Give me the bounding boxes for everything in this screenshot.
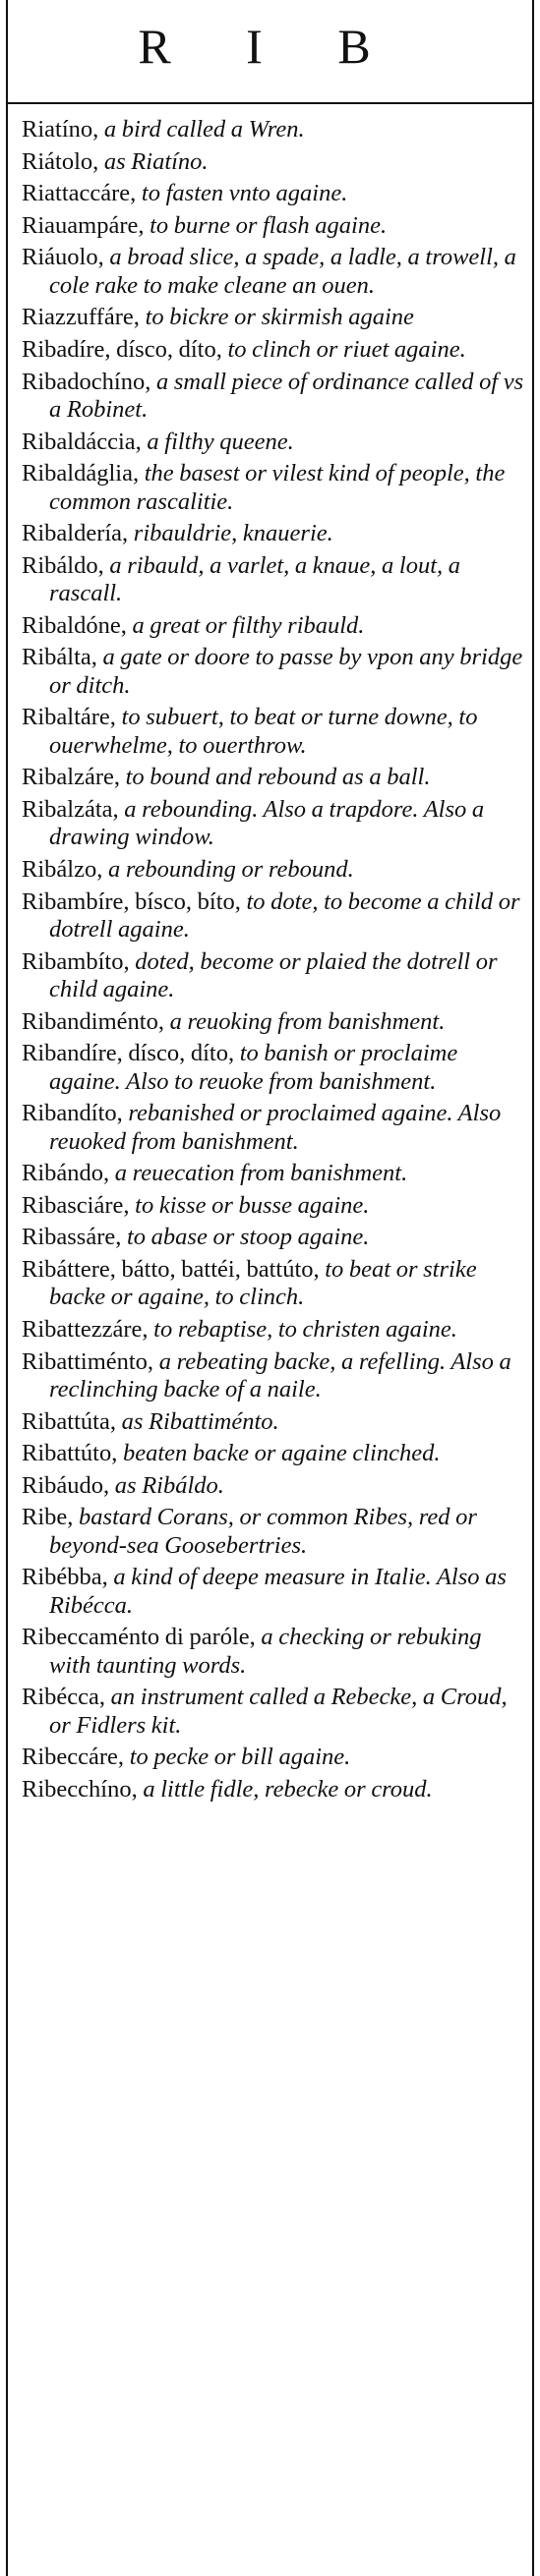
dictionary-entry: [22, 336, 525, 364]
dictionary-entry: [22, 212, 525, 240]
dictionary-entry: [22, 704, 525, 760]
dictionary-entry: [22, 1256, 525, 1312]
entry-definition: rebanished or proclaimed againe. Also reuoked from banishment.: [49, 1100, 502, 1155]
dictionary-entry: [22, 244, 525, 300]
entry-definition: a broad slice, a spade, a ladle, a trowell, a cole rake to make cleane an ouen.: [49, 244, 516, 299]
entry-headword: Ribálta,: [22, 644, 97, 671]
entry-definition: to bound and rebound as a ball.: [120, 764, 431, 791]
dictionary-entry: [22, 644, 525, 700]
entry-headword: Ribeccáre,: [22, 1744, 125, 1771]
entry-headword: Riauampáre,: [22, 211, 145, 239]
entry-headword: Ribandíre, dísco, díto,: [22, 1040, 235, 1067]
entry-list: [22, 116, 525, 1807]
entry-headword: Riattaccáre,: [22, 180, 137, 207]
dictionary-entry: [22, 888, 525, 945]
dictionary-entry: [22, 948, 525, 1004]
dictionary-entry: [22, 1160, 525, 1187]
dictionary-entry: [22, 1776, 525, 1803]
entry-headword: Ribaldáccia,: [22, 428, 142, 455]
entry-headword: Ribalzáta,: [22, 795, 119, 823]
entry-definition: to banish or proclaime againe. Also to reuoke from banishment.: [49, 1040, 458, 1095]
dictionary-entry: [22, 520, 525, 547]
entry-headword: Ribattúta,: [22, 1407, 116, 1435]
entry-headword: Ribáudo,: [22, 1471, 110, 1499]
entry-headword: Ribattiménto,: [22, 1347, 154, 1375]
entry-headword: Riáuolo,: [22, 244, 104, 271]
entry-definition: the basest or vilest kind of people, the common rascalitie.: [49, 460, 506, 515]
dictionary-entry: [22, 1008, 525, 1036]
entry-headword: Ribandiménto,: [22, 1007, 164, 1035]
entry-definition: to abase or stoop againe.: [121, 1224, 370, 1251]
entry-headword: Ribaldóne,: [22, 611, 127, 639]
entry-definition: to beat or strike backe or againe, to clinch.: [49, 1255, 477, 1311]
entry-definition: a gate or doore to passe by vpon any bridge or ditch.: [49, 644, 523, 699]
entry-definition: a little fidle, rebecke or croud.: [137, 1775, 433, 1803]
entry-headword: Ribadíre, dísco, díto,: [22, 335, 222, 363]
dictionary-entry: [22, 1224, 525, 1251]
dictionary-entry: [22, 429, 525, 456]
entry-definition: to bickre or skirmish againe: [139, 304, 414, 331]
dictionary-entry: [22, 1348, 525, 1404]
dictionary-entry: [22, 1192, 525, 1220]
entry-definition: beaten backe or againe clinched.: [117, 1440, 441, 1467]
entry-headword: Riátolo,: [22, 147, 99, 175]
entry-definition: a small piece of ordinance called of vs a Robinet.: [49, 368, 524, 423]
entry-definition: a rebounding. Also a trapdore. Also a drawing window.: [49, 795, 485, 851]
entry-definition: a kind of deepe measure in Italie. Also as Ribécca.: [49, 1564, 507, 1619]
entry-headword: Ribáttere, bátto, battéi, battúto,: [22, 1255, 320, 1283]
entry-definition: doted, become or plaied the dotrell or child againe.: [49, 947, 498, 1002]
entry-headword: Ribalzáre,: [22, 764, 120, 791]
entry-headword: Ribáldo,: [22, 551, 104, 579]
entry-headword: Ribambíre, bísco, bíto,: [22, 887, 241, 915]
entry-definition: a rebeating backe, a refelling. Also a reclinching backe of a naile.: [49, 1347, 511, 1402]
dictionary-entry: [22, 1684, 525, 1740]
dictionary-entry: [22, 180, 525, 207]
header-rule: [6, 102, 534, 104]
dictionary-entry: [22, 1440, 525, 1467]
dictionary-entry: [22, 304, 525, 331]
entry-headword: Riatíno,: [22, 116, 99, 143]
dictionary-entry: [22, 1408, 525, 1436]
entry-definition: as Ribattiménto.: [115, 1407, 279, 1435]
entry-headword: Ribaldería,: [22, 520, 129, 547]
entry-definition: to subuert, to beat or turne downe, to ouerwhelme, to ouerthrow.: [49, 704, 478, 759]
entry-headword: Ribaltáre,: [22, 704, 116, 731]
entry-headword: Ribeccaménto di paróle,: [22, 1624, 256, 1651]
entry-definition: a filthy queene.: [141, 428, 294, 455]
entry-definition: a rebounding or rebound.: [102, 855, 354, 883]
dictionary-entry: [22, 552, 525, 608]
entry-definition: a checking or rebuking with taunting words.: [49, 1624, 482, 1679]
entry-headword: Ribattezzáre,: [22, 1315, 149, 1343]
left-column-rule: [6, 0, 8, 2576]
entry-headword: Riazzuffáre,: [22, 304, 140, 331]
entry-definition: to dote, to become a child or dotrell againe.: [49, 887, 520, 943]
entry-headword: Ribattúto,: [22, 1440, 118, 1467]
entry-definition: a ribauld, a varlet, a knaue, a lout, a rascall.: [49, 551, 461, 607]
right-column-rule: [532, 0, 534, 2576]
entry-definition: a great or filthy ribauld.: [126, 611, 365, 639]
dictionary-entry: [22, 1564, 525, 1620]
entry-headword: Ribébba,: [22, 1564, 108, 1591]
dictionary-entry: [22, 612, 525, 640]
dictionary-entry: [22, 1316, 525, 1344]
entry-headword: Ribambíto,: [22, 947, 130, 975]
dictionary-entry: [22, 1624, 525, 1680]
dictionary-entry: [22, 148, 525, 176]
entry-headword: Ribe,: [22, 1504, 74, 1531]
entry-definition: as Riatíno.: [98, 147, 209, 175]
entry-definition: to clinch or riuet againe.: [221, 335, 466, 363]
entry-definition: as Ribáldo.: [109, 1471, 224, 1499]
dictionary-entry: [22, 460, 525, 516]
entry-headword: Ribandíto,: [22, 1100, 123, 1127]
entry-headword: Ribécca,: [22, 1684, 106, 1711]
entry-definition: a bird called a Wren.: [98, 116, 305, 143]
entry-headword: Ribálzo,: [22, 855, 103, 883]
entry-headword: Ribaldáglia,: [22, 460, 140, 487]
dictionary-entry: [22, 764, 525, 791]
dictionary-entry: [22, 1504, 525, 1560]
entry-headword: Ribándo,: [22, 1160, 110, 1187]
entry-definition: ribauldrie, knauerie.: [128, 520, 333, 547]
dictionary-entry: [22, 1472, 525, 1500]
entry-definition: to fasten vnto againe.: [136, 180, 348, 207]
dictionary-entry: [22, 369, 525, 425]
dictionary-entry: [22, 796, 525, 852]
entry-definition: to pecke or bill againe.: [124, 1744, 351, 1771]
dictionary-entry: [22, 1100, 525, 1156]
entry-headword: Ribasciáre,: [22, 1191, 130, 1219]
entry-definition: an instrument called a Rebecke, a Croud, or Fidlers kit.: [49, 1684, 508, 1739]
running-header: R I B: [138, 19, 402, 74]
entry-definition: to burne or flash againe.: [144, 211, 388, 239]
entry-headword: Ribadochíno,: [22, 368, 151, 395]
entry-definition: to rebaptise, to christen againe.: [148, 1315, 457, 1343]
dictionary-entry: [22, 1040, 525, 1096]
entry-headword: Ribassáre,: [22, 1224, 122, 1251]
entry-definition: to kisse or busse againe.: [129, 1191, 370, 1219]
dictionary-entry: [22, 116, 525, 143]
entry-definition: bastard Corans, or common Ribes, red or beyond-sea Goosebertries.: [49, 1504, 477, 1559]
entry-definition: a reuoking from banishment.: [163, 1007, 446, 1035]
dictionary-entry: [22, 1744, 525, 1771]
entry-headword: Ribecchíno,: [22, 1775, 138, 1803]
dictionary-entry: [22, 856, 525, 884]
entry-definition: a reuecation from banishment.: [109, 1160, 408, 1187]
